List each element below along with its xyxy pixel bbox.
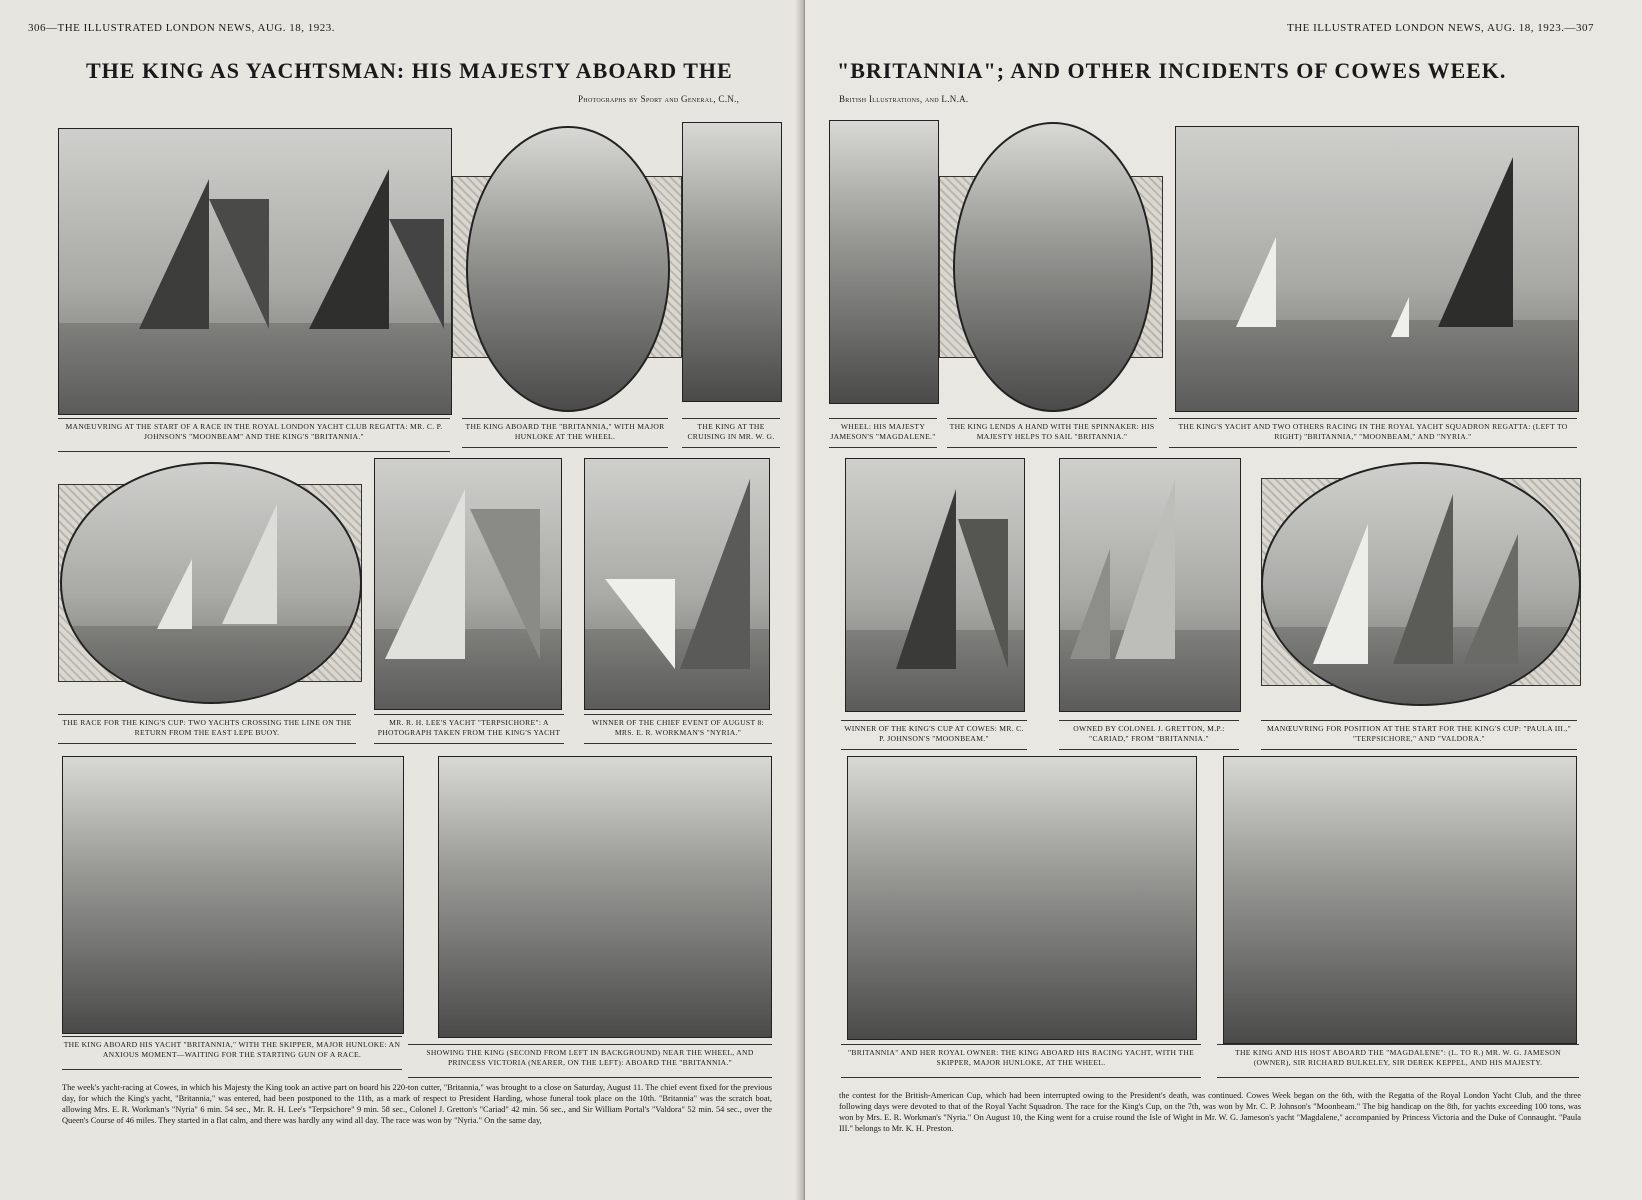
caption-king-princess-victoria: SHOWING THE KING (SECOND FROM LEFT IN BACKGROUND) NEAR THE WHEEL, AND PRINCESS VICTORIA (NEARER, ON THE LEFT): ABOARD THE "BRITANNIA." bbox=[408, 1044, 772, 1078]
caption-king-waiting-starting-gun: THE KING ABOARD HIS YACHT "BRITANNIA," WITH THE SKIPPER, MAJOR HUNLOKE: AN ANXIOUS MOMENT—WAITING FOR THE STARTING GUN OF A RACE. bbox=[62, 1036, 402, 1070]
right-headline: "BRITANNIA"; AND OTHER INCIDENTS OF COWES WEEK. bbox=[837, 58, 1507, 83]
left-page bbox=[0, 0, 805, 1200]
photo-cariad bbox=[1059, 458, 1241, 712]
right-page bbox=[805, 0, 1642, 1200]
caption-moonbeam-britannia-start: MANŒUVRING AT THE START OF A RACE IN THE ROYAL LONDON YACHT CLUB REGATTA: MR. C. P. JOHNSON'S "MOONBEAM" AND THE KING'S "BRITANNIA." bbox=[58, 418, 450, 452]
photo-king-aboard-britannia-oval bbox=[466, 126, 670, 412]
left-article-text: The week's yacht-racing at Cowes, in which his Majesty the King took an active part on board his 220-ton cutter, "Britannia," was brought to a close on Saturday, August 11. The chief event fixed for the previous day, for which the King's yacht, "Britannia," was entered, had been postponed to the 11th, as a mark of respect to President Harding, whose funeral took place on the 10th. "Britannia" was the scratch boat, allowing Mrs. E. R. Workman's "Nyria" 6 min. 54 sec., Mr. R. H. Lee's "Terpsichore" 9 min. 58 sec., Colonel J. Gretton's "Cariad" 42 min. 56 sec., and Sir William Portal's "Valdora" 52 min. 54 sec., over the Queen's Course of 46 miles. They started in a flat calm, and there was hardly any wind all day. The race was won by "Nyria." On the same day, bbox=[62, 1083, 772, 1125]
caption-britannia-moonbeam-nyria: THE KING'S YACHT AND TWO OTHERS RACING IN THE ROYAL YACHT SQUADRON REGATTA: (LEFT TO RIGHT) "BRITANNIA," "MOONBEAM," AND "NYRIA." bbox=[1169, 418, 1577, 448]
photo-king-spinnaker-oval bbox=[953, 122, 1153, 412]
photo-britannia-moonbeam-nyria bbox=[1175, 126, 1579, 412]
caption-kings-cup-crossing: THE RACE FOR THE KING'S CUP: TWO YACHTS CROSSING THE LINE ON THE RETURN FROM THE EAST LEPE BUOY. bbox=[58, 714, 356, 744]
caption-cariad: OWNED BY COLONEL J. GRETTON, M.P.: "CARIAD," FROM "BRITANNIA." bbox=[1059, 720, 1239, 750]
caption-moonbeam: WINNER OF THE KING'S CUP AT COWES: MR. C. P. JOHNSON'S "MOONBEAM." bbox=[841, 720, 1027, 750]
photo-nyria bbox=[584, 458, 770, 710]
photo-king-at-wheel-magdalene bbox=[829, 120, 939, 404]
caption-king-host-magdalene: THE KING AND HIS HOST ABOARD THE "MAGDALENE": (L. TO R.) MR. W. G. JAMESON (OWNER), SIR RICHARD BULKELEY, SIR DEREK KEPPEL, AND HIS MAJESTY. bbox=[1217, 1044, 1579, 1078]
photo-king-host-magdalene bbox=[1223, 756, 1577, 1044]
caption-king-aboard-britannia: THE KING ABOARD THE "BRITANNIA," WITH MAJOR HUNLOKE AT THE WHEEL. bbox=[462, 418, 668, 448]
caption-terpsichore: MR. R. H. LEE'S YACHT "TERPSICHORE": A PHOTOGRAPH TAKEN FROM THE KING'S YACHT bbox=[374, 714, 564, 744]
photo-king-waiting-starting-gun bbox=[62, 756, 404, 1034]
left-folio: 306—THE ILLUSTRATED LONDON NEWS, AUG. 18, 1923. bbox=[28, 22, 336, 34]
photo-terpsichore bbox=[374, 458, 562, 710]
caption-nyria: WINNER OF THE CHIEF EVENT OF AUGUST 8: MRS. E. R. WORKMAN'S "NYRIA." bbox=[584, 714, 772, 744]
photo-king-princess-victoria bbox=[438, 756, 772, 1038]
photo-moonbeam-britannia-start bbox=[58, 128, 452, 415]
caption-king-cruising: THE KING AT THE CRUISING IN MR. W. G. bbox=[682, 418, 780, 448]
caption-king-at-wheel-magdalene: WHEEL: HIS MAJESTY JAMESON'S "MAGDALENE." bbox=[829, 418, 937, 448]
caption-britannia-royal-owner: "BRITANNIA" AND HER ROYAL OWNER: THE KING ABOARD HIS RACING YACHT, WITH THE SKIPPER, MAJOR HUNLOKE, AT THE WHEEL. bbox=[841, 1044, 1201, 1078]
photo-king-cruising bbox=[682, 122, 782, 402]
photo-paula-terpsichore-valdora bbox=[1261, 462, 1581, 706]
right-photo-credit: British Illustrations, and L.N.A. bbox=[839, 94, 969, 104]
photo-kings-cup-crossing-line bbox=[60, 462, 362, 704]
caption-paula-terpsichore-valdora: MANŒUVRING FOR POSITION AT THE START FOR THE KING'S CUP: "PAULA III.," "TERPSICHORE," AND "VALDORA." bbox=[1261, 720, 1577, 750]
photo-britannia-royal-owner bbox=[847, 756, 1197, 1040]
left-photo-credit: Photographs by Sport and General, C.N., bbox=[578, 94, 740, 104]
caption-king-spinnaker: THE KING LENDS A HAND WITH THE SPINNAKER: HIS MAJESTY HELPS TO SAIL "BRITANNIA." bbox=[947, 418, 1157, 448]
photo-moonbeam bbox=[845, 458, 1025, 712]
right-folio: THE ILLUSTRATED LONDON NEWS, AUG. 18, 1923.—307 bbox=[1287, 22, 1595, 34]
left-headline: THE KING AS YACHTSMAN: HIS MAJESTY ABOARD THE bbox=[86, 58, 733, 83]
right-article-text: the contest for the British-American Cup, which had been interrupted owing to the President's death, was continued. Cowes Week began on the 6th, with the Regatta of the Royal London Yacht Club, and the three following days were devoted to that of the Royal Yacht Squadron. The race for the King's Cup, on the 7th, was won by Mr. C. P. Johnson's "Moonbeam." The big handicap on the 8th, for yachts exceeding 100 tons, was won by Mrs. E. R. Workman's "Nyria." On August 10, the King went for a cruise round the Isle of Wight in Mr. W. G. Jameson's yacht "Magdalene," accompanied by Princess Victoria and the Duke of Connaught. "Paula III." belongs to Mr. K. H. Preston. bbox=[839, 1091, 1581, 1133]
